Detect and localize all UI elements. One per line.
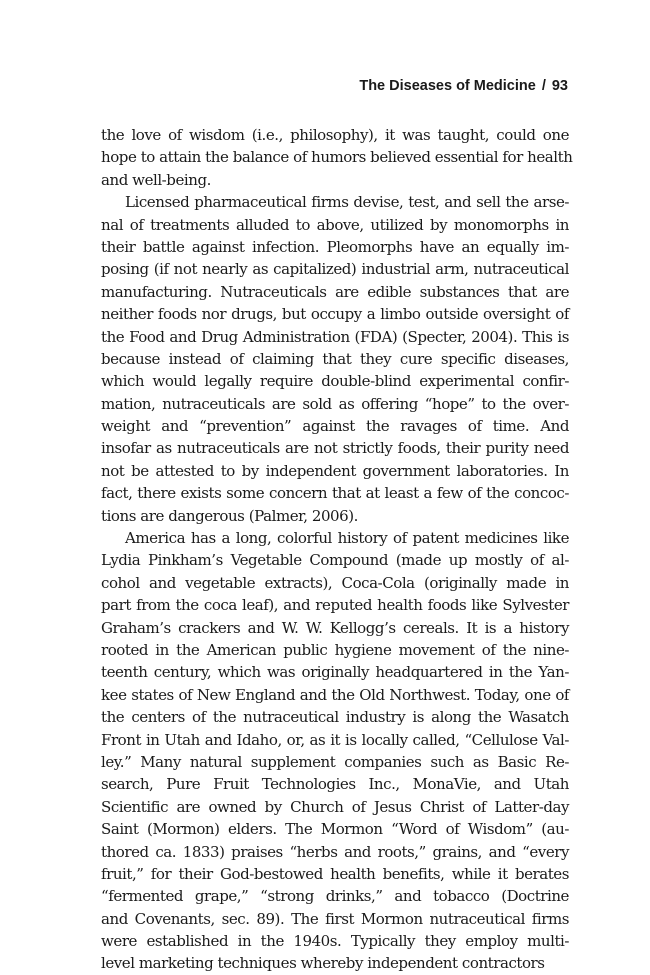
text-line: nal of treatments alluded to above, utilized by monomorphs in: [101, 215, 569, 234]
text-line: because instead of claiming that they cure specific diseases,: [101, 349, 569, 368]
text-line: the love of wisdom (i.e., philosophy), it was taught, could one: [101, 126, 569, 144]
running-head-separator: /: [541, 78, 546, 94]
text-line: thored ca. 1833) praises “herbs and roots,” grains, and “every: [101, 842, 569, 861]
paragraph: [101, 191, 569, 527]
text-line: Scientific are owned by Church of Jesus Christ of Latter-day: [101, 797, 569, 816]
running-head-title: The Diseases of Medicine: [359, 78, 536, 94]
text-line: and well-being.: [101, 170, 211, 189]
text-line: teenth century, which was originally headquartered in the Yan-: [101, 663, 569, 682]
text-line: America has a long, colorful history of patent medicines like: [125, 529, 569, 548]
text-line: neither foods nor drugs, but occupy a limbo outside oversight of: [101, 305, 569, 324]
text-line: fact, there exists some concern that at least a few of the concoc-: [101, 484, 569, 503]
text-line: Graham’s crackers and W. W. Kellogg’s cereals. It is a history: [101, 618, 569, 637]
text-line: Saint (Mormon) elders. The Mormon “Word of Wisdom” (au-: [101, 820, 569, 839]
text-line: the Food and Drug Administration (FDA) (Specter, 2004). This is: [101, 327, 569, 346]
text-line: Front in Utah and Idaho, or, as it is locally called, “Cellulose Val-: [101, 730, 569, 749]
text-line: and Covenants, sec. 89). The first Mormon nutraceutical firms: [101, 909, 569, 928]
text-line: hope to attain the balance of humors believed essential for health: [101, 148, 573, 167]
text-line: kee states of New England and the Old Northwest. Today, one of: [101, 685, 569, 704]
text-line: Licensed pharmaceutical firms devise, test, and sell the arse-: [125, 193, 569, 212]
text-line: mation, nutraceuticals are sold as offering “hope” to the over-: [101, 394, 569, 413]
text-line: ley.” Many natural supplement companies such as Basic Re-: [101, 752, 569, 771]
text-line: rooted in the American public hygiene movement of the nine-: [101, 640, 569, 659]
body-text: [101, 124, 573, 975]
text-line: “fermented grape,” “strong drinks,” and tobacco (Doctrine: [101, 887, 569, 906]
text-line: insofar as nutraceuticals are not strictly foods, their purity need: [101, 439, 569, 458]
text-line: the centers of the nutraceutical industry is along the Wasatch: [101, 708, 569, 727]
text-line: fruit,” for their God-bestowed health benefits, while it berates: [101, 864, 569, 883]
text-line: manufacturing. Nutraceuticals are edible substances that are: [101, 282, 569, 301]
paragraph: [101, 527, 569, 975]
text-line: tions are dangerous (Palmer, 2006).: [101, 506, 358, 525]
text-line: their battle against infection. Pleomorphs have an equally im-: [101, 237, 569, 256]
text-line: Lydia Pinkham’s Vegetable Compound (made up mostly of al-: [101, 551, 569, 570]
text-line: search, Pure Fruit Technologies Inc., MonaVie, and Utah: [101, 775, 569, 794]
text-line: posing (if not nearly as capitalized) industrial arm, nutraceutical: [101, 260, 569, 279]
paragraph: [101, 124, 573, 191]
text-line: which would legally require double-blind experimental confir-: [101, 372, 569, 391]
text-line: level marketing techniques whereby independent contractors: [101, 954, 545, 973]
running-head: [359, 78, 568, 94]
text-line: part from the coca leaf), and reputed health foods like Sylvester: [101, 596, 569, 615]
text-line: cohol and vegetable extracts), Coca-Cola (originally made in: [101, 573, 569, 592]
text-line: were established in the 1940s. Typically they employ multi-: [101, 932, 569, 951]
text-line: weight and “prevention” against the ravages of time. And: [101, 417, 569, 436]
page-number: 93: [551, 78, 568, 94]
text-line: not be attested to by independent government laboratories. In: [101, 461, 569, 480]
